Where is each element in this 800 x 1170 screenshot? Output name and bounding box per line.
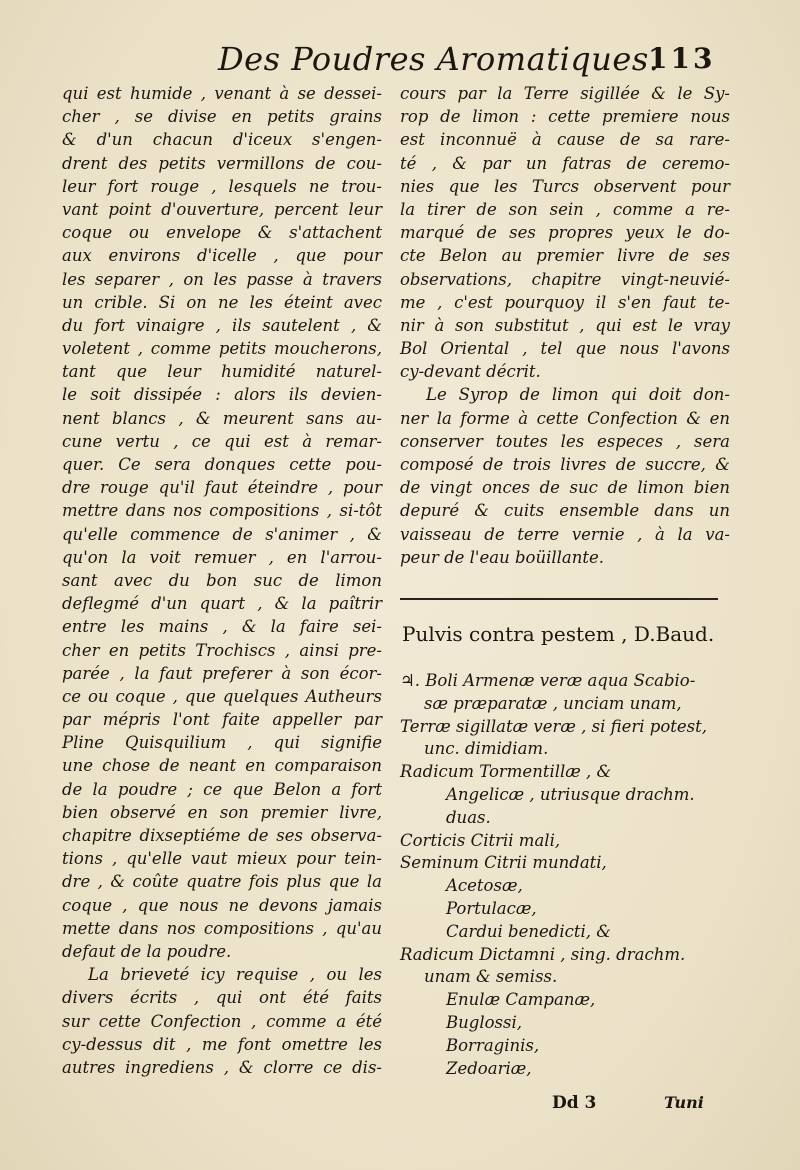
recipe-line: Radicum Dictamni , sing. drachm. — [400, 944, 686, 964]
text-line: cy-devant décrit. — [400, 362, 541, 382]
text-line: qui est humide , venant à se dessei- — [62, 84, 382, 103]
recipe-line: Buglossi, — [446, 1012, 522, 1032]
text-line: Le Syrop de limon qui doit don- — [426, 385, 730, 405]
text-line: coque , que nous ne devons jamais — [62, 895, 382, 915]
text-line: de vingt onces de suc de limon bien — [400, 478, 730, 498]
text-line: bien observé en son premier livre, — [62, 802, 382, 822]
text-line: té , & par un fatras de ceremo- — [400, 153, 730, 173]
text-line: me , c'est pourquoy il s'en faut te- — [400, 292, 730, 312]
text-line: tant que leur humidité naturel- — [62, 362, 382, 382]
text-line: la tirer de son sein , comme a re- — [400, 199, 730, 219]
text-line: chapitre dixseptiéme de ses observa- — [62, 826, 382, 845]
text-line: mette dans nos compositions , qu'au — [62, 918, 382, 938]
text-line: cher en petits Trochiscs , ainsi pre- — [62, 640, 382, 660]
text-line: un crible. Si on ne les éteint avec — [62, 292, 382, 312]
recipe-line: Radicum Tormentillæ , & — [400, 762, 612, 782]
section-divider — [400, 598, 718, 600]
recipe-line: Cardui benedicti, & — [446, 921, 611, 941]
text-line: nir à son substitut , qui est le vray — [400, 315, 730, 335]
text-line: Bol Oriental , tel que nous l'avons — [400, 339, 730, 359]
text-line: sant avec du bon suc de limon — [62, 570, 382, 590]
text-line: mettre dans nos compositions , si-tôt — [62, 501, 382, 521]
text-line: dre , & coûte quatre fois plus que la — [62, 872, 382, 892]
text-line: est inconnuë à cause de sa rare- — [400, 130, 730, 150]
text-line: le soit dissipée : alors ils devien- — [62, 385, 382, 405]
recipe-line: Seminum Citrii mundati, — [400, 853, 607, 873]
right-text-column — [400, 82, 730, 569]
recipe-line: Acetosæ, — [446, 876, 523, 896]
text-line: cours par la Terre sigillée & le Sy- — [400, 84, 730, 103]
left-text-column — [62, 82, 382, 1079]
text-line: dre rouge qu'il faut éteindre , pour — [62, 478, 382, 498]
text-line: ce ou coque , que quelques Autheurs — [62, 686, 382, 706]
text-line: aux environs d'icelle , que pour — [62, 246, 382, 266]
recipe-list — [400, 670, 730, 1080]
text-line: composé de trois livres de succre, & — [400, 455, 730, 474]
recipe-line: Portulacæ, — [446, 898, 537, 918]
recipe-line: Terræ sigillatæ veræ , si fieri potest, — [400, 716, 707, 736]
text-line: deflegmé d'un quart , & la paîtrir — [62, 594, 382, 614]
catchword: Tuni — [664, 1093, 704, 1112]
running-title: Des Poudres Aromatiques. — [218, 40, 660, 78]
text-line: vant point d'ouverture, percent leur — [62, 199, 382, 219]
text-line: de la poudre ; ce que Belon a fort — [62, 779, 382, 799]
text-line: divers écrits , qui ont été faits — [62, 988, 382, 1008]
text-line: parée , la faut preferer à son écor- — [62, 663, 382, 683]
text-line: marqué de ses propres yeux le do- — [400, 223, 730, 243]
recipe-line: duas. — [446, 807, 491, 827]
text-line: Pline Quisquilium , qui signifie — [62, 733, 382, 753]
text-line: nent blancs , & meurent sans au- — [62, 408, 382, 428]
recipe-line: Corticis Citrii mali, — [400, 830, 561, 850]
text-line: rop de limon : cette premiere nous — [400, 107, 730, 127]
recipe-line: unam & semiss. — [424, 967, 558, 987]
text-line: qu'elle commence de s'animer , & — [62, 524, 382, 544]
recipe-line: Borraginis, — [446, 1035, 540, 1055]
recipe-line: Enulæ Campanæ, — [446, 990, 596, 1010]
text-line: nies que les Turcs observent pour — [400, 176, 730, 196]
text-line: autres ingrediens , & clorre ce dis- — [62, 1057, 382, 1077]
text-line: cher , se divise en petits grains — [62, 107, 382, 127]
text-line: une chose de neant en comparaison — [62, 756, 382, 776]
text-line: defaut de la poudre. — [62, 941, 232, 961]
text-line: drent des petits vermillons de cou- — [62, 153, 382, 173]
text-line: vaisseau de terre vernie , à la va- — [400, 524, 730, 544]
text-line: La brieveté icy requise , ou les — [88, 965, 382, 985]
recipe-line: Angelicæ , utriusque drachm. — [446, 784, 695, 804]
text-line: conserver toutes les especes , sera — [400, 431, 730, 451]
text-line: depuré & cuits ensemble dans un — [400, 501, 730, 521]
text-line: tions , qu'elle vaut mieux pour tein- — [62, 849, 382, 869]
text-line: ner la forme à cette Confection & en — [400, 408, 730, 428]
text-line: observations, chapitre vingt-neuvié- — [400, 269, 730, 289]
text-line: cy-dessus dit , me font omettre les — [62, 1034, 382, 1054]
text-line: cune vertu , ce qui est à remar- — [62, 431, 382, 451]
text-line: entre les mains , & la faire sei- — [62, 617, 382, 637]
text-line: quer. Ce sera donques cette pou- — [62, 455, 382, 474]
page-number: 113 — [648, 42, 716, 75]
recipe-line: Zedoariæ, — [446, 1058, 532, 1078]
text-line: les separer , on les passe à travers — [62, 269, 382, 289]
text-line: du fort vinaigre , ils sautelent , & — [62, 315, 382, 335]
recipe-line: ♃. Boli Armenæ veræ aqua Scabio- — [400, 671, 696, 690]
text-line: & d'un chacun d'iceux s'engen- — [62, 130, 382, 150]
text-line: leur fort rouge , lesquels ne trou- — [62, 176, 382, 196]
recipe-line: unc. dimidiam. — [424, 739, 549, 759]
text-line: peur de l'eau boüillante. — [400, 547, 605, 567]
text-line: coque ou envelope & s'attachent — [62, 223, 382, 243]
text-line: par mépris l'ont faite appeller par — [62, 710, 382, 730]
page-footer — [552, 1093, 722, 1119]
text-line: cte Belon au premier livre de ses — [400, 246, 730, 266]
signature-mark: Dd 3 — [552, 1093, 597, 1113]
section-heading: Pulvis contra pestem , D.Baud. — [402, 622, 715, 646]
text-line: voletent , comme petits moucherons, — [62, 339, 382, 359]
recipe-line: sæ præparatæ , unciam unam, — [424, 693, 682, 713]
text-line: qu'on la voit remuer , en l'arrou- — [62, 547, 382, 567]
text-line: sur cette Confection , comme a été — [62, 1011, 382, 1031]
